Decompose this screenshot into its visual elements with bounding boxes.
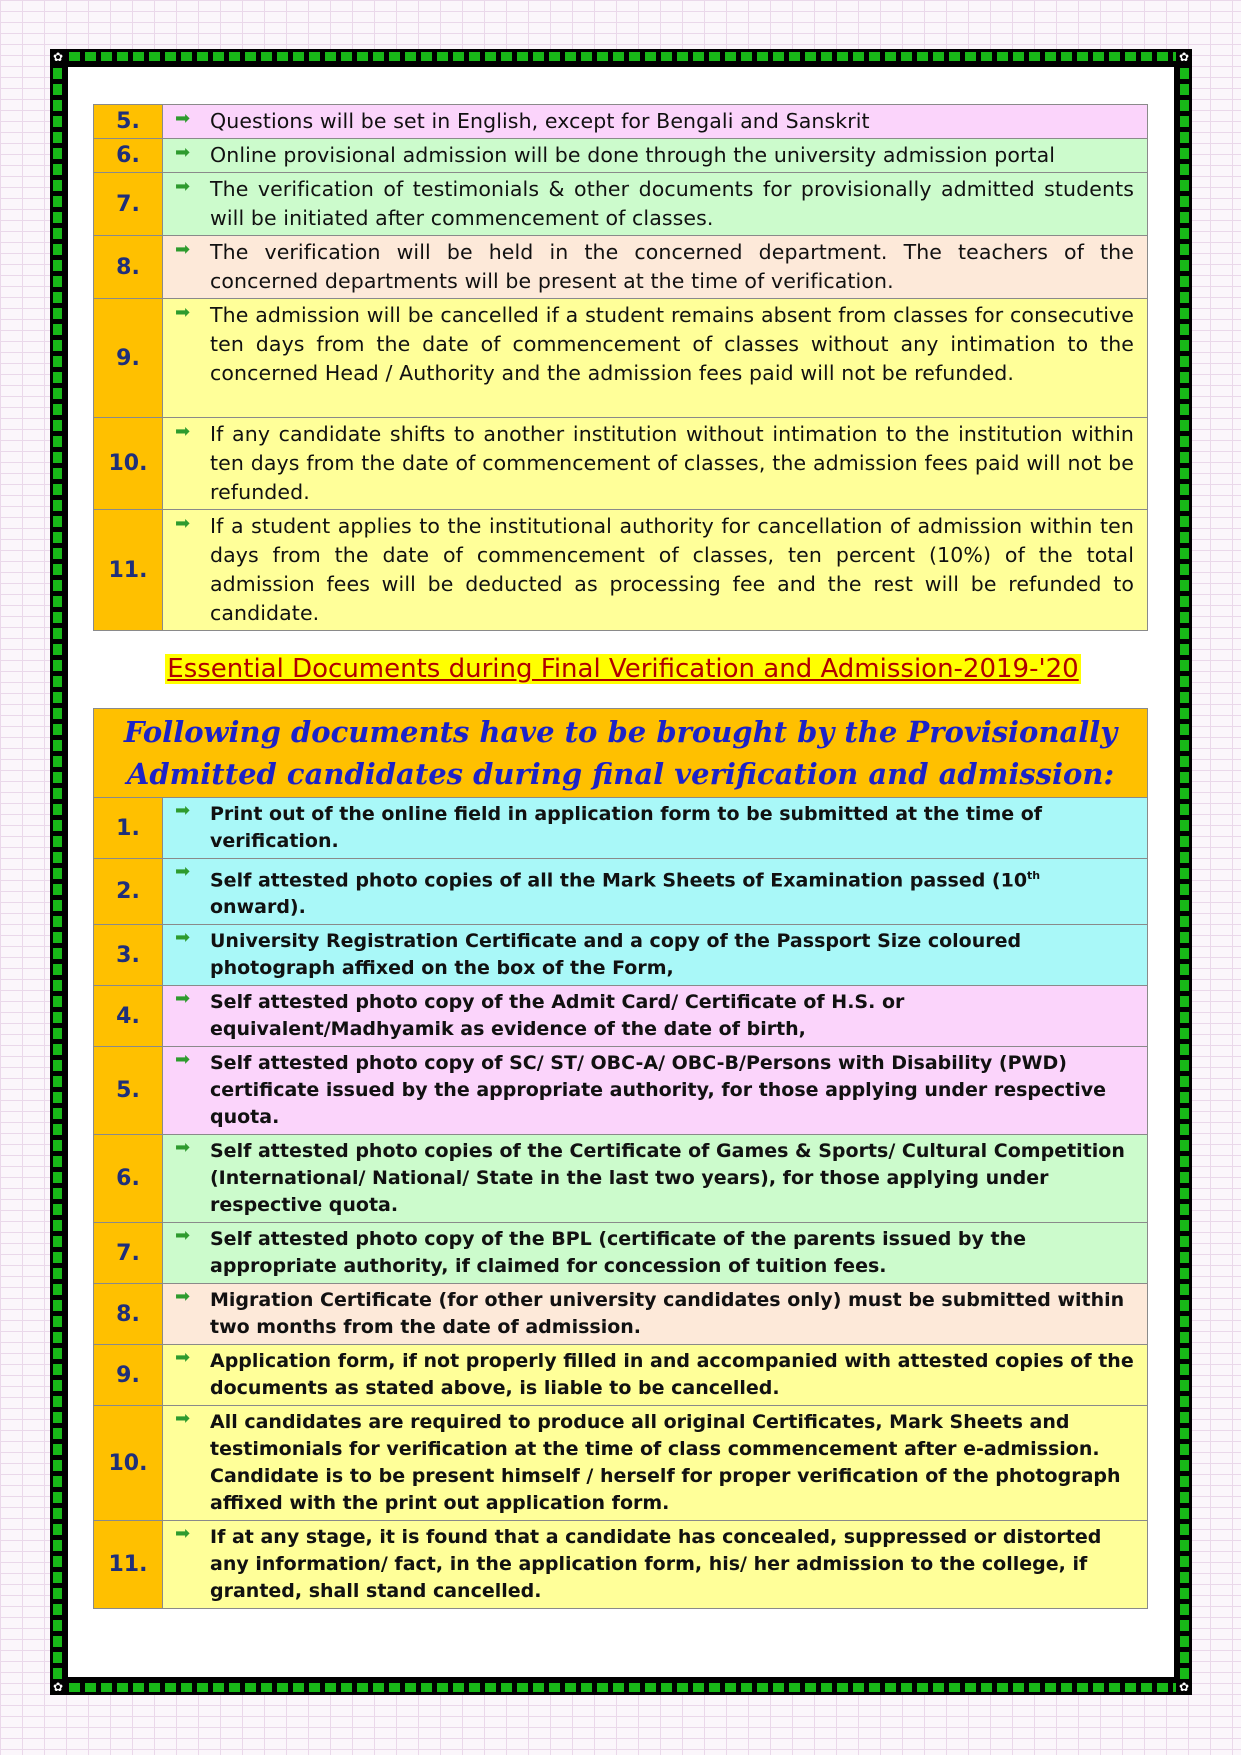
- table-row: [94, 173, 1148, 236]
- item-cell: [163, 1406, 1148, 1521]
- item-text: All candidates are required to produce all original Certificates, Mark Sheets and testimonials for verification at the time of class commencement after e-admission. Candidate is to be present himself / herself for proper verification of the photograph affixed with the print out application form.: [210, 1411, 1121, 1515]
- item-text: The admission will be cancelled if a student remains absent from classes for consecutive ten days from the date of commencement of classes without any intimation to the concerned Head / Authority and the admission fees paid will not be refunded.: [210, 303, 1134, 385]
- item-text: If any candidate shifts to another institution without intimation to the institution within ten days from the date of commencement of classes, the admission fees paid will not be refunded.: [210, 422, 1134, 504]
- item-cell: [163, 510, 1148, 631]
- item-text: The verification of testimonials & other documents for provisionally admitted students will be initiated after commencement of classes.: [210, 177, 1134, 230]
- item-cell: [163, 1284, 1148, 1345]
- arrow-right-icon: ➡: [175, 1523, 191, 1545]
- arrow-right-icon: ➡: [175, 142, 191, 163]
- arrow-right-icon: ➡: [175, 302, 191, 323]
- item-cell: [163, 418, 1148, 510]
- table-row: [94, 1284, 1148, 1345]
- item-number: 10.: [94, 1406, 163, 1521]
- item-cell: [163, 105, 1148, 139]
- arrow-right-icon: ➡: [175, 1347, 191, 1369]
- item-text: Self attested photo copy of SC/ ST/ OBC-A/ OBC-B/Persons with Disability (PWD) certificate issued by the appropriate authority, for those applying under respective quota.: [210, 1052, 1107, 1129]
- arrow-right-icon: ➡: [175, 1225, 191, 1247]
- arrow-right-icon: ➡: [175, 1049, 191, 1071]
- table-row: [94, 236, 1148, 299]
- item-number: 9.: [94, 299, 163, 418]
- table-row: [94, 299, 1148, 418]
- arrow-right-icon: ➡: [175, 239, 191, 260]
- table-row: [94, 418, 1148, 510]
- arrow-right-icon: ➡: [175, 108, 191, 129]
- documents-banner: Following documents have to be brought by the Provisionally Admitted candidates during final verification and admission:: [94, 709, 1148, 798]
- arrow-right-icon: ➡: [175, 1408, 191, 1430]
- section-heading: [118, 654, 1128, 684]
- item-number: 6.: [94, 139, 163, 173]
- flower-icon: ✿: [50, 49, 66, 65]
- table-row: [94, 1406, 1148, 1521]
- table-row: [94, 986, 1148, 1047]
- arrow-right-icon: ➡: [175, 927, 191, 949]
- item-text: Self attested photo copy of the Admit Card/ Certificate of H.S. or equivalent/Madhyamik as evidence of the date of birth,: [210, 991, 905, 1041]
- item-text: Self attested photo copies of the Certificate of Games & Sports/ Cultural Competition (International/ National/ State in the last two years), for those applying under respective quota.: [210, 1140, 1125, 1217]
- item-text: Migration Certificate (for other university candidates only) must be submitted within two months from the date of admission.: [210, 1289, 1125, 1339]
- table-row: [94, 1521, 1148, 1609]
- item-cell: [163, 1345, 1148, 1406]
- item-number: 5.: [94, 105, 163, 139]
- item-text: Self attested photo copy of the BPL (certificate of the parents issued by the appropriate authority, if claimed for concession of tuition fees.: [210, 1228, 1027, 1278]
- table-row: [94, 798, 1148, 859]
- item-number: 7.: [94, 1223, 163, 1284]
- item-text-superscript: th: [1027, 869, 1041, 882]
- item-cell: [163, 859, 1148, 925]
- item-cell: [163, 299, 1148, 418]
- item-number: 7.: [94, 173, 163, 236]
- item-text: [164, 860, 1146, 923]
- item-cell: [163, 236, 1148, 299]
- table-row: [94, 139, 1148, 173]
- table-row: [94, 1345, 1148, 1406]
- item-number: 1.: [94, 798, 163, 859]
- documents-table: [93, 708, 1148, 1609]
- item-cell: [163, 1135, 1148, 1223]
- arrow-right-icon: ➡: [175, 800, 191, 821]
- item-cell: [163, 798, 1148, 859]
- table-row: [94, 859, 1148, 925]
- item-text: If a student applies to the institutional authority for cancellation of admission within ten days from the date of commencement of classes, ten percent (10%) of the total admission fees will be deducted as processing fee and the rest will be refunded to candidate.: [210, 514, 1134, 625]
- item-number: 11.: [94, 510, 163, 631]
- item-cell: [163, 925, 1148, 986]
- flower-icon: ✿: [50, 1679, 66, 1695]
- item-number: 6.: [94, 1135, 163, 1223]
- item-number: 3.: [94, 925, 163, 986]
- table-row: [94, 105, 1148, 139]
- item-text: Application form, if not properly filled in and accompanied with attested copies of the documents as stated above, is liable to be cancelled.: [210, 1350, 1134, 1400]
- item-text: Online provisional admission will be done through the university admission portal: [210, 143, 1056, 167]
- arrow-right-icon: ➡: [175, 988, 191, 1010]
- table-row: [94, 1047, 1148, 1135]
- table-row: [94, 1223, 1148, 1284]
- item-cell: [163, 173, 1148, 236]
- table-row: [94, 925, 1148, 986]
- item-text: Print out of the online field in application form to be submitted at the time of verification.: [210, 803, 1043, 852]
- item-text-part: Self attested photo copies of all the Mark Sheets of Examination passed (10: [210, 869, 1028, 892]
- flower-icon: ✿: [1176, 1679, 1192, 1695]
- arrow-right-icon: ➡: [175, 1137, 191, 1159]
- item-number: 4.: [94, 986, 163, 1047]
- item-text: Questions will be set in English, except for Bengali and Sanskrit: [210, 109, 870, 133]
- item-number: 8.: [94, 1284, 163, 1345]
- item-number: 11.: [94, 1521, 163, 1609]
- flower-icon: ✿: [1176, 49, 1192, 65]
- item-number: 9.: [94, 1345, 163, 1406]
- item-text: If at any stage, it is found that a candidate has concealed, suppressed or distorted any information/ fact, in the application form, his/ her admission to the college, if granted, shall stand cancelled.: [210, 1526, 1102, 1603]
- rules-table: [93, 104, 1148, 631]
- arrow-right-icon: ➡: [175, 861, 191, 882]
- item-text: University Registration Certificate and a copy of the Passport Size coloured photograph affixed on the box of the Form,: [210, 930, 1022, 980]
- item-text-part: onward).: [210, 896, 306, 919]
- heading-text: Essential Documents during Final Verification and Admission-2019-'20: [167, 654, 1079, 684]
- table-row: [94, 510, 1148, 631]
- table-row: [94, 1135, 1148, 1223]
- item-cell: [163, 1521, 1148, 1609]
- item-cell: [163, 1047, 1148, 1135]
- arrow-right-icon: ➡: [175, 1286, 191, 1308]
- item-number: 10.: [94, 418, 163, 510]
- item-cell: [163, 986, 1148, 1047]
- item-number: 8.: [94, 236, 163, 299]
- arrow-right-icon: ➡: [175, 421, 191, 442]
- item-number: 2.: [94, 859, 163, 925]
- item-cell: [163, 139, 1148, 173]
- arrow-right-icon: ➡: [175, 513, 191, 534]
- item-number: 5.: [94, 1047, 163, 1135]
- arrow-right-icon: ➡: [175, 176, 191, 197]
- item-text: The verification will be held in the concerned department. The teachers of the concerned departments will be present at the time of verification.: [210, 240, 1134, 293]
- banner-row: [94, 709, 1148, 798]
- item-cell: [163, 1223, 1148, 1284]
